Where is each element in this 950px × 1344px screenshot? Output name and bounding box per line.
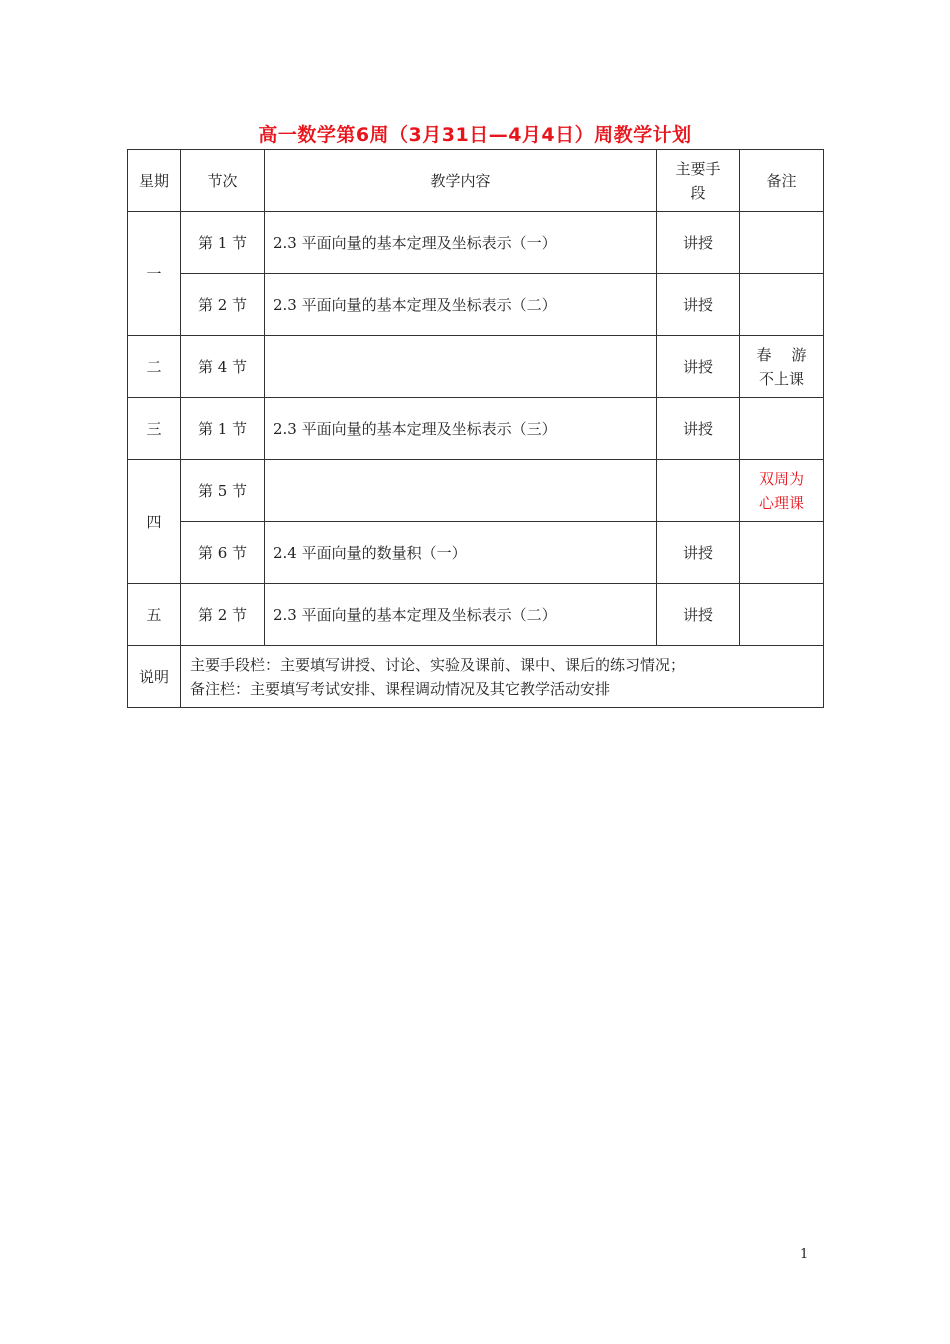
- notes-cell: [181, 646, 824, 708]
- weekday-cell: 二: [128, 336, 181, 398]
- notes-line1: 主要手段栏：主要填写讲授、讨论、实验及课前、课中、课后的练习情况；: [190, 655, 686, 674]
- content-cell: 2.3 平面向量的基本定理及坐标表示（三）: [265, 398, 657, 460]
- content-cell: 2.3 平面向量的基本定理及坐标表示（一）: [265, 212, 657, 274]
- method-cell: 讲授: [657, 336, 740, 398]
- remark-line2: 心理课: [758, 493, 804, 512]
- weekday-cell: 一: [128, 212, 181, 336]
- remark-line1: 双周为: [758, 469, 804, 488]
- page-number: 1: [800, 1247, 809, 1262]
- method-cell: 讲授: [657, 398, 740, 460]
- remark-char-a: 春: [756, 345, 772, 364]
- method-cell: 讲授: [657, 212, 740, 274]
- remark-cell: [740, 584, 824, 646]
- header-period: 节次: [181, 150, 265, 212]
- header-remarks: 备注: [740, 150, 824, 212]
- remark-cell: [740, 336, 824, 398]
- remark-char-b: 游: [791, 345, 807, 364]
- weekday-cell: 五: [128, 584, 181, 646]
- content-cell: 2.3 平面向量的基本定理及坐标表示（二）: [265, 274, 657, 336]
- notes-row: [128, 646, 824, 708]
- weekly-plan-table: [127, 149, 824, 708]
- period-cell: 第 2 节: [181, 584, 265, 646]
- notes-line2: 备注栏：主要填写考试安排、课程调动情况及其它教学活动安排: [190, 679, 611, 698]
- remark-cell: [740, 212, 824, 274]
- remark-cell: [740, 274, 824, 336]
- period-cell: 第 6 节: [181, 522, 265, 584]
- method-cell: [657, 460, 740, 522]
- header-method-line2: 段: [690, 183, 706, 202]
- remark-cell: [740, 522, 824, 584]
- method-cell: 讲授: [657, 584, 740, 646]
- remark-cell: [740, 460, 824, 522]
- table-row: [128, 336, 824, 398]
- table-row: [128, 522, 824, 584]
- remark-line1: [757, 343, 807, 367]
- content-cell: [265, 336, 657, 398]
- weekday-cell: 三: [128, 398, 181, 460]
- table-row: [128, 460, 824, 522]
- remark-line2: 不上课: [758, 369, 804, 388]
- method-cell: 讲授: [657, 274, 740, 336]
- content-cell: [265, 460, 657, 522]
- period-cell: 第 5 节: [181, 460, 265, 522]
- page-title: 高一数学第6周（3月31日—4月4日）周教学计划: [258, 124, 692, 146]
- table-row: [128, 398, 824, 460]
- header-weekday: 星期: [128, 150, 181, 212]
- notes-label: 说明: [128, 646, 181, 708]
- table-row: [128, 584, 824, 646]
- header-method-line1: 主要手: [675, 159, 721, 178]
- period-cell: 第 2 节: [181, 274, 265, 336]
- table-row: [128, 274, 824, 336]
- period-cell: 第 1 节: [181, 212, 265, 274]
- content-cell: 2.4 平面向量的数量积（一）: [265, 522, 657, 584]
- header-content: 教学内容: [265, 150, 657, 212]
- table-row: [128, 212, 824, 274]
- weekday-cell: 四: [128, 460, 181, 584]
- header-row: [128, 150, 824, 212]
- remark-cell: [740, 398, 824, 460]
- period-cell: 第 1 节: [181, 398, 265, 460]
- content-cell: 2.3 平面向量的基本定理及坐标表示（二）: [265, 584, 657, 646]
- period-cell: 第 4 节: [181, 336, 265, 398]
- header-method: [657, 150, 740, 212]
- method-cell: 讲授: [657, 522, 740, 584]
